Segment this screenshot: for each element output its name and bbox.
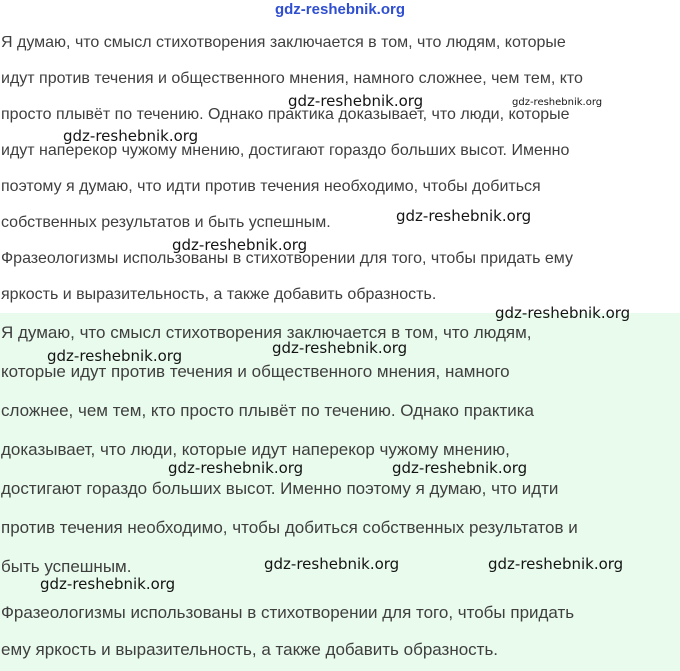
text-line: Я думаю, что смысл стихотворения заключается в том, что людям, которые	[1, 34, 566, 51]
text-line: Фразеологизмы использованы в стихотворении для того, чтобы придать ему	[1, 250, 573, 267]
text-line: идут против течения и общественного мнения, намного сложнее, чем тем, кто	[1, 70, 583, 87]
text-line: Фразеологизмы использованы в стихотворении для того, чтобы придать	[1, 603, 575, 622]
site-watermark: gdz-reshebnik.org	[272, 339, 408, 357]
site-watermark: gdz-reshebnik.org	[264, 555, 400, 573]
site-watermark: gdz-reshebnik.org	[168, 459, 304, 477]
site-watermark: gdz-reshebnik.org	[288, 92, 424, 110]
site-watermark: gdz-reshebnik.org	[392, 459, 528, 477]
text-line: которые идут против течения и общественного мнения, намного	[1, 362, 510, 381]
text-line: идут наперекор чужому мнению, достигают гораздо больших высот. Именно	[1, 142, 570, 159]
text-line: просто плывёт по течению. Однако практика доказывает, что люди, которые	[1, 106, 570, 123]
text-line: сложнее, чем тем, кто просто плывёт по течению. Однако практика	[1, 401, 534, 420]
text-line: быть успешным.	[1, 557, 132, 576]
site-watermark: gdz-reshebnik.org	[512, 97, 603, 108]
site-watermark: gdz-reshebnik.org	[47, 347, 183, 365]
text-line: достигают гораздо больших высот. Именно поэтому я думаю, что идти	[1, 479, 559, 498]
text-line: поэтому я думаю, что идти против течения необходимо, чтобы добиться	[1, 178, 541, 195]
text-line: против течения необходимо, чтобы добиться собственных результатов и	[1, 518, 578, 537]
site-watermark: gdz-reshebnik.org	[63, 127, 199, 145]
text-line: доказывает, что люди, которые идут наперекор чужому мнению,	[1, 440, 510, 459]
text-line: Я думаю, что смысл стихотворения заключается в том, что людям,	[1, 323, 532, 342]
text-line: яркость и выразительность, а также добавить образность.	[1, 286, 437, 303]
site-watermark: gdz-reshebnik.org	[495, 304, 631, 322]
text-line: ему яркость и выразительность, а также добавить образность.	[1, 640, 499, 659]
text-line: собственных результатов и быть успешным.	[1, 214, 331, 231]
site-watermark: gdz-reshebnik.org	[396, 207, 532, 225]
site-watermark: gdz-reshebnik.org	[488, 555, 624, 573]
site-watermark-top: gdz-reshebnik.org	[274, 1, 405, 18]
site-watermark: gdz-reshebnik.org	[40, 575, 176, 593]
site-watermark: gdz-reshebnik.org	[172, 236, 308, 254]
